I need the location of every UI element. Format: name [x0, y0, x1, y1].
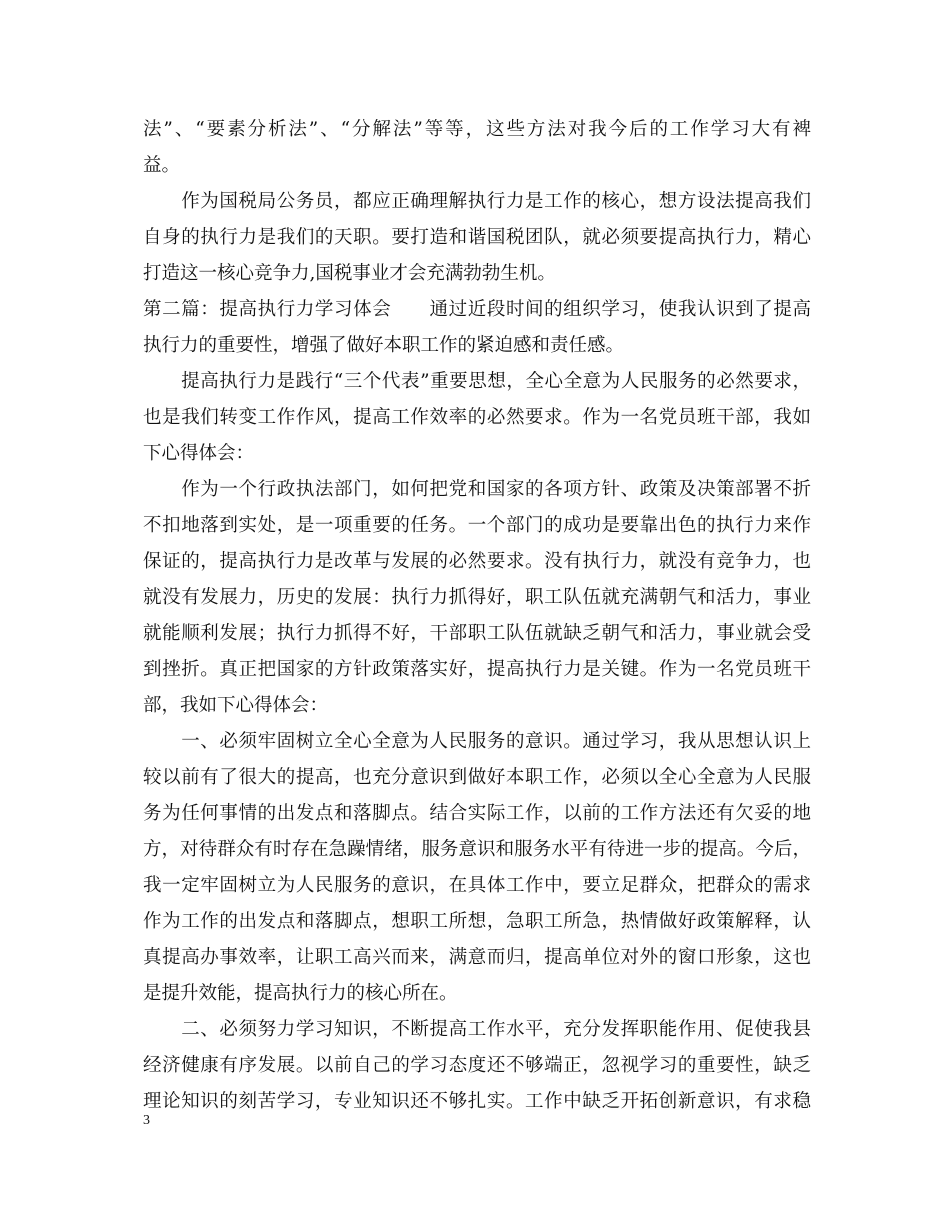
text-line: 到挫折。真正把国家的方针政策落实好，提高执行力是关键。作为一名党员班干 [143, 659, 811, 680]
text-line: 作为工作的出发点和落脚点，想职工所想，急职工所急，热情做好政策解释，认 [143, 911, 811, 932]
text-line: 较以前有了很大的提高，也充分意识到做好本职工作，必须以全心全意为人民服 [143, 767, 811, 788]
text-line: 理论知识的刻苦学习，专业知识还不够扎实。工作中缺乏开拓创新意识，有求稳 [143, 1091, 811, 1112]
text-line: 务为任何事情的出发点和落脚点。结合实际工作，以前的工作方法还有欠妥的地 [143, 803, 811, 824]
text-line: 第二篇：提高执行力学习体会 通过近段时间的组织学习，使我认识到了提高 [143, 299, 811, 320]
text-line: 法”、“要素分析法”、“分解法”等等，这些方法对我今后的工作学习大有裨 [143, 119, 811, 140]
text-line: 就能顺利发展；执行力抓得不好，干部职工队伍就缺乏朝气和活力，事业就会受 [143, 623, 811, 644]
text-line: 我一定牢固树立为人民服务的意识，在具体工作中，要立足群众，把群众的需求 [143, 875, 811, 896]
text-line: 部，我如下心得体会： [143, 695, 329, 716]
text-line: 下心得体会： [143, 443, 255, 464]
text-line: 也是我们转变工作作风，提高工作效率的必然要求。作为一名党员班干部，我如 [143, 407, 811, 428]
text-line: 保证的，提高执行力是改革与发展的必然要求。没有执行力，就没有竞争力，也 [143, 551, 811, 572]
text-line: 作为国税局公务员，都应正确理解执行力是工作的核心，想方设法提高我们 [143, 191, 811, 212]
text-line: 不扣地落到实处，是一项重要的任务。一个部门的成功是要靠出色的执行力来作 [143, 515, 811, 536]
text-line: 方，对待群众有时存在急躁情绪，服务意识和服务水平有待进一步的提高。今后， [143, 839, 811, 860]
text-line: 自身的执行力是我们的天职。要打造和谐国税团队，就必须要提高执行力，精心 [143, 227, 811, 248]
text-line: 二、必须努力学习知识，不断提高工作水平，充分发挥职能作用、促使我县 [143, 1019, 811, 1040]
page-number: 3 [143, 1113, 150, 1128]
body-text [143, 112, 811, 1120]
text-line: 一、必须牢固树立全心全意为人民服务的意识。通过学习，我从思想认识上 [143, 731, 811, 752]
text-line: 打造这一核心竞争力,国税事业才会充满勃勃生机。 [143, 263, 556, 284]
text-line: 真提高办事效率，让职工高兴而来，满意而归，提高单位对外的窗口形象，这也 [143, 947, 811, 968]
text-line: 执行力的重要性，增强了做好本职工作的紧迫感和责任感。 [143, 335, 625, 356]
text-line: 提高执行力是践行“三个代表”重要思想，全心全意为人民服务的必然要求， [143, 371, 811, 392]
text-line: 是提升效能，提高执行力的核心所在。 [143, 983, 458, 1004]
text-line: 益。 [143, 155, 181, 176]
text-line: 经济健康有序发展。以前自己的学习态度还不够端正，忽视学习的重要性，缺乏 [143, 1055, 811, 1076]
text-line: 作为一个行政执法部门，如何把党和国家的各项方针、政策及决策部署不折 [143, 479, 811, 500]
text-line: 就没有发展力，历史的发展：执行力抓得好，职工队伍就充满朝气和活力，事业 [143, 587, 811, 608]
